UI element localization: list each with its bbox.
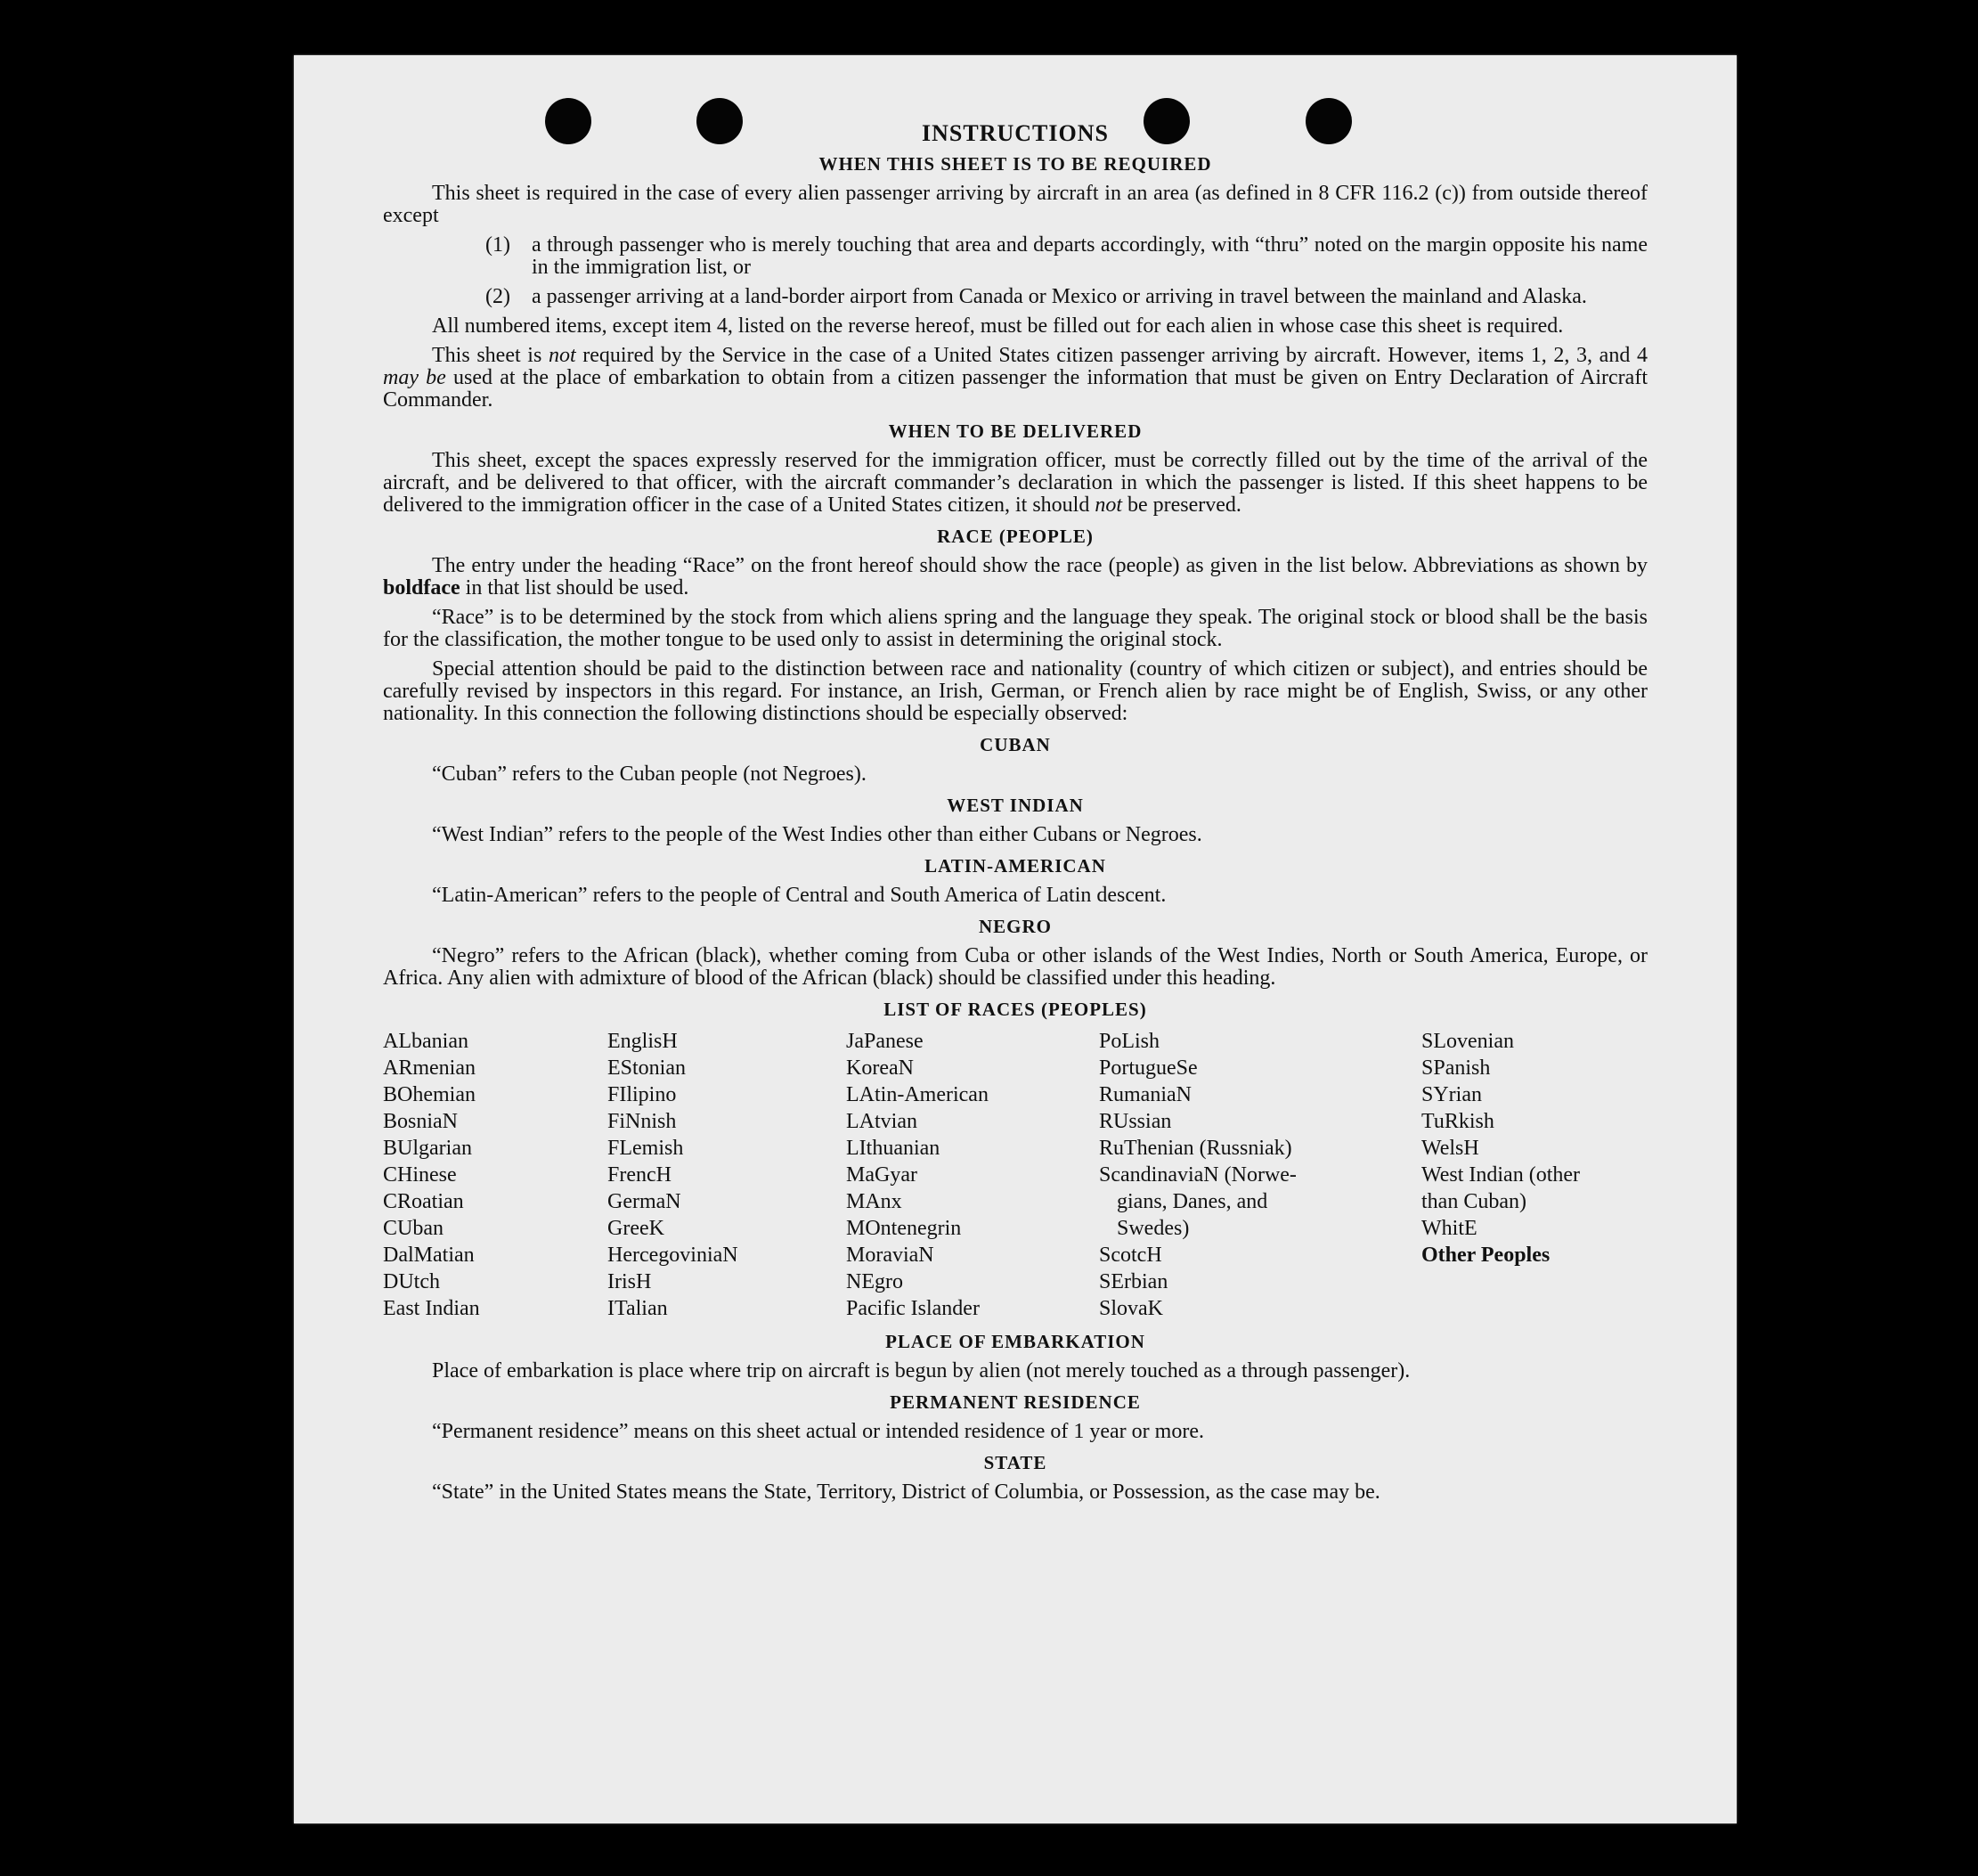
list-item: CUban bbox=[383, 1217, 444, 1240]
list-item: JaPanese bbox=[846, 1030, 924, 1053]
list-item: SYrian bbox=[1421, 1083, 1482, 1106]
list-item: SPanish bbox=[1421, 1056, 1491, 1080]
list-item: ScandinaviaN (Norwe- bbox=[1099, 1163, 1297, 1187]
list-item: CHinese bbox=[383, 1163, 457, 1187]
list-item: NEgro bbox=[846, 1270, 903, 1293]
definition: “Latin-American” refers to the people of Central and South America of Latin descent. bbox=[432, 884, 1167, 907]
list-item: ALbanian bbox=[383, 1030, 468, 1053]
list-item: RuThenian (Russniak) bbox=[1099, 1137, 1292, 1160]
list-item: MOntenegrin bbox=[846, 1217, 962, 1240]
list-item: TuRkish bbox=[1421, 1110, 1494, 1133]
list-item: IrisH bbox=[607, 1270, 652, 1293]
list-item: West Indian (other bbox=[1421, 1163, 1581, 1187]
section-heading-latin-american: LATIN-AMERICAN bbox=[924, 855, 1106, 877]
list-item-continued: Swedes) bbox=[1117, 1217, 1190, 1240]
list-item: WhitE bbox=[1421, 1217, 1477, 1240]
item-text: a passenger arriving at a land-border airport from Canada or Mexico or arriving in travel between the mainland and Alaska. bbox=[532, 285, 1587, 308]
definition: Place of embarkation is place where trip on aircraft is begun by alien (not merely touched as a through passenger). bbox=[432, 1359, 1411, 1383]
section-heading-required: WHEN THIS SHEET IS TO BE REQUIRED bbox=[818, 153, 1212, 175]
list-item: ITalian bbox=[607, 1297, 668, 1320]
section-heading-delivered: WHEN TO BE DELIVERED bbox=[888, 420, 1143, 442]
definition: “Permanent residence” means on this sheet actual or intended residence of 1 year or more. bbox=[432, 1420, 1204, 1443]
list-item: DUtch bbox=[383, 1270, 440, 1293]
list-item: FiNnish bbox=[607, 1110, 677, 1133]
list-item: PoLish bbox=[1099, 1030, 1160, 1053]
list-item: BUlgarian bbox=[383, 1137, 472, 1160]
paragraph: This sheet is not required by the Service in the case of a United States citizen passenger arriving by aircraft. However, items 1, 2, 3, and 4 may be used at the place of embarkation to obtain from a citizen passenger the information that must be given on Entry Declaration of Aircraft Commander. bbox=[383, 344, 1648, 412]
list-item bbox=[383, 286, 1648, 308]
paragraph: Special attention should be paid to the distinction between race and nationality (country of which citizen or subject), and entries should be carefully revised by inspectors in this regard. For instance, an Irish, German, or French alien by race might be of English, Swiss, or any other nationality. In this connection the following distinctions should be especially observed: bbox=[383, 657, 1648, 725]
race-column-1 bbox=[383, 1028, 607, 1322]
list-item: MAnx bbox=[846, 1190, 902, 1213]
race-column-5 bbox=[1421, 1028, 1648, 1322]
list-item: SErbian bbox=[1099, 1270, 1168, 1293]
list-item: Other Peoples bbox=[1421, 1244, 1551, 1267]
list-item: EnglisH bbox=[607, 1030, 678, 1053]
item-text: a through passenger who is merely touching that area and departs accordingly, with “thru” noted on the margin opposite his name in the immigration list, or bbox=[532, 233, 1648, 279]
list-item: LAtvian bbox=[846, 1110, 917, 1133]
list-item: ARmenian bbox=[383, 1056, 476, 1080]
list-item: SLovenian bbox=[1421, 1030, 1514, 1053]
paragraph: This sheet, except the spaces expressly reserved for the immigration officer, must be correctly filled out by the time of the arrival of the aircraft, and be delivered to that officer, with the aircraft commander’s declaration in which the passenger is listed. If this sheet happens to be delivered to the immigration officer in the case of a United States citizen, it should not be preserved. bbox=[383, 449, 1648, 517]
race-list bbox=[383, 1028, 1648, 1322]
section-heading-list-of-races: LIST OF RACES (PEOPLES) bbox=[883, 999, 1147, 1020]
list-item: MaGyar bbox=[846, 1163, 917, 1187]
list-item: SlovaK bbox=[1099, 1297, 1163, 1320]
list-item: BOhemian bbox=[383, 1083, 476, 1106]
list-item-continued: gians, Danes, and bbox=[1117, 1190, 1268, 1213]
list-item: RumaniaN bbox=[1099, 1083, 1192, 1106]
list-item bbox=[383, 234, 1648, 279]
list-item: EStonian bbox=[607, 1056, 686, 1080]
section-heading-embarkation: PLACE OF EMBARKATION bbox=[885, 1331, 1145, 1352]
section-heading-residence: PERMANENT RESIDENCE bbox=[890, 1391, 1141, 1413]
paragraph: This sheet is required in the case of every alien passenger arriving by aircraft in an area (as defined in 8 CFR 116.2 (c)) from outside thereof except bbox=[383, 182, 1648, 227]
list-item: BosniaN bbox=[383, 1110, 458, 1133]
list-item: LAtin-American bbox=[846, 1083, 989, 1106]
item-number: (1) bbox=[485, 233, 510, 257]
list-item: KoreaN bbox=[846, 1056, 914, 1080]
list-item: WelsH bbox=[1421, 1137, 1479, 1160]
paragraph: The entry under the heading “Race” on the front hereof should show the race (people) as given in the list below. Abbreviations as shown by boldface in that list should be used. bbox=[383, 554, 1648, 600]
list-item: PortugueSe bbox=[1099, 1056, 1198, 1080]
paragraph: All numbered items, except item 4, listed on the reverse hereof, must be filled out for each alien in whose case this sheet is required. bbox=[432, 314, 1564, 338]
list-item: East Indian bbox=[383, 1297, 480, 1320]
section-heading-race: RACE (PEOPLE) bbox=[937, 526, 1094, 547]
list-item: Pacific Islander bbox=[846, 1297, 980, 1320]
list-item: DalMatian bbox=[383, 1244, 475, 1267]
paragraph: “Race” is to be determined by the stock from which aliens spring and the language they speak. The original stock or blood shall be the basis for the classification, the mother tongue to be used only to assist in determining the original stock. bbox=[383, 606, 1648, 651]
sheet-content bbox=[383, 122, 1648, 1511]
list-item: GreeK bbox=[607, 1217, 664, 1240]
definition: “West Indian” refers to the people of the West Indies other than either Cubans or Negroes. bbox=[432, 823, 1202, 846]
item-number: (2) bbox=[485, 285, 510, 308]
list-item: FIlipino bbox=[607, 1083, 677, 1106]
list-item: HercegoviniaN bbox=[607, 1244, 738, 1267]
race-column-2 bbox=[607, 1028, 846, 1322]
definition: “Cuban” refers to the Cuban people (not Negroes). bbox=[432, 763, 867, 786]
definition: “State” in the United States means the State, Territory, District of Columbia, or Possession, as the case may be. bbox=[432, 1480, 1380, 1504]
list-item: FrencH bbox=[607, 1163, 672, 1187]
race-column-4 bbox=[1099, 1028, 1421, 1322]
list-item: RUssian bbox=[1099, 1110, 1172, 1133]
race-column-3 bbox=[846, 1028, 1099, 1322]
list-item: FLemish bbox=[607, 1137, 684, 1160]
list-item: CRoatian bbox=[383, 1190, 464, 1213]
list-item: LIthuanian bbox=[846, 1137, 940, 1160]
section-heading-negro: NEGRO bbox=[978, 916, 1052, 937]
instruction-sheet bbox=[294, 55, 1737, 1823]
section-heading-west-indian: WEST INDIAN bbox=[947, 795, 1084, 816]
section-heading-cuban: CUBAN bbox=[980, 734, 1051, 755]
section-heading-state: STATE bbox=[983, 1452, 1047, 1473]
list-item-continued: than Cuban) bbox=[1421, 1190, 1526, 1213]
list-item: MoraviaN bbox=[846, 1244, 934, 1267]
page-title: INSTRUCTIONS bbox=[922, 120, 1109, 146]
list-item: ScotcH bbox=[1099, 1244, 1162, 1267]
definition: “Negro” refers to the African (black), whether coming from Cuba or other islands of the West Indies, North or South America, Europe, or Africa. Any alien with admixture of blood of the African (black) should be classified under this heading. bbox=[383, 944, 1648, 990]
list-item: GermaN bbox=[607, 1190, 681, 1213]
